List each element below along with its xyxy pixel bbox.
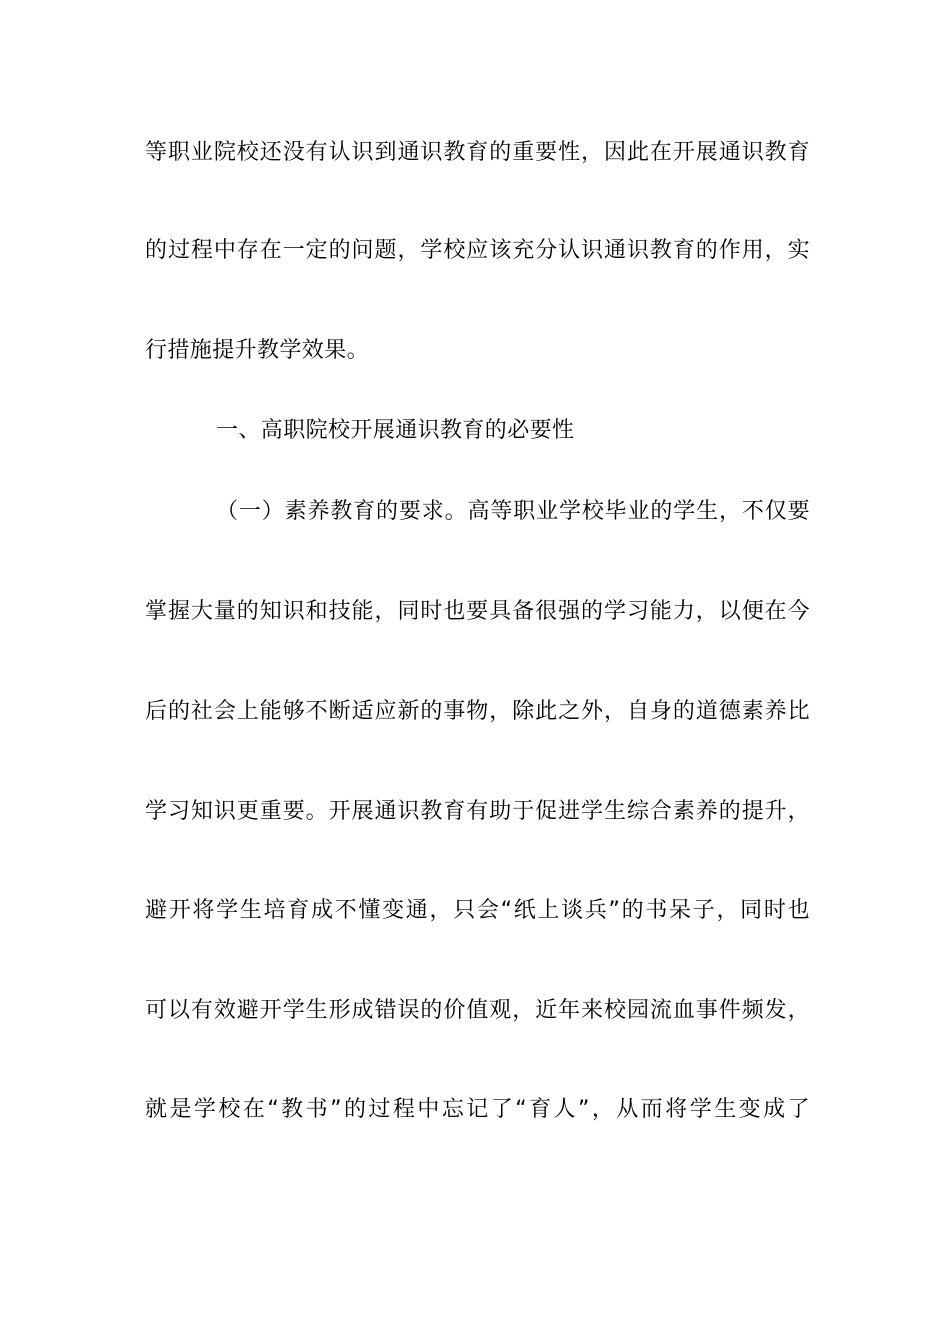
section-heading: 一、高职院校开展通识教育的必要性 [216, 418, 575, 443]
paragraph-line: 可以有效避开学生形成错误的价值观，近年来校园流血事件频发， [145, 998, 810, 1023]
paragraph-line: 行措施提升教学效果。 [145, 338, 370, 363]
paragraph-line: 掌握大量的知识和技能，同时也要具备很强的学习能力，以便在今 [145, 599, 810, 624]
paragraph-line: 避开将学生培育成不懂变通，只会“纸上谈兵”的书呆子，同时也 [145, 898, 810, 923]
paragraph-line: 的过程中存在一定的问题，学校应该充分认识通识教育的作用，实 [145, 238, 810, 263]
paragraph-line: 学习知识更重要。开展通识教育有助于促进学生综合素养的提升， [145, 799, 810, 824]
subsection-line: （一）素养教育的要求。高等职业学校毕业的学生，不仅要 [216, 499, 810, 524]
paragraph-line: 就是学校在“教书”的过程中忘记了“育人”，从而将学生变成了 [145, 1097, 810, 1122]
paragraph-line: 等职业院校还没有认识到通识教育的重要性，因此在开展通识教育 [145, 140, 810, 165]
paragraph-line: 后的社会上能够不断适应新的事物，除此之外，自身的道德素养比 [145, 699, 810, 724]
